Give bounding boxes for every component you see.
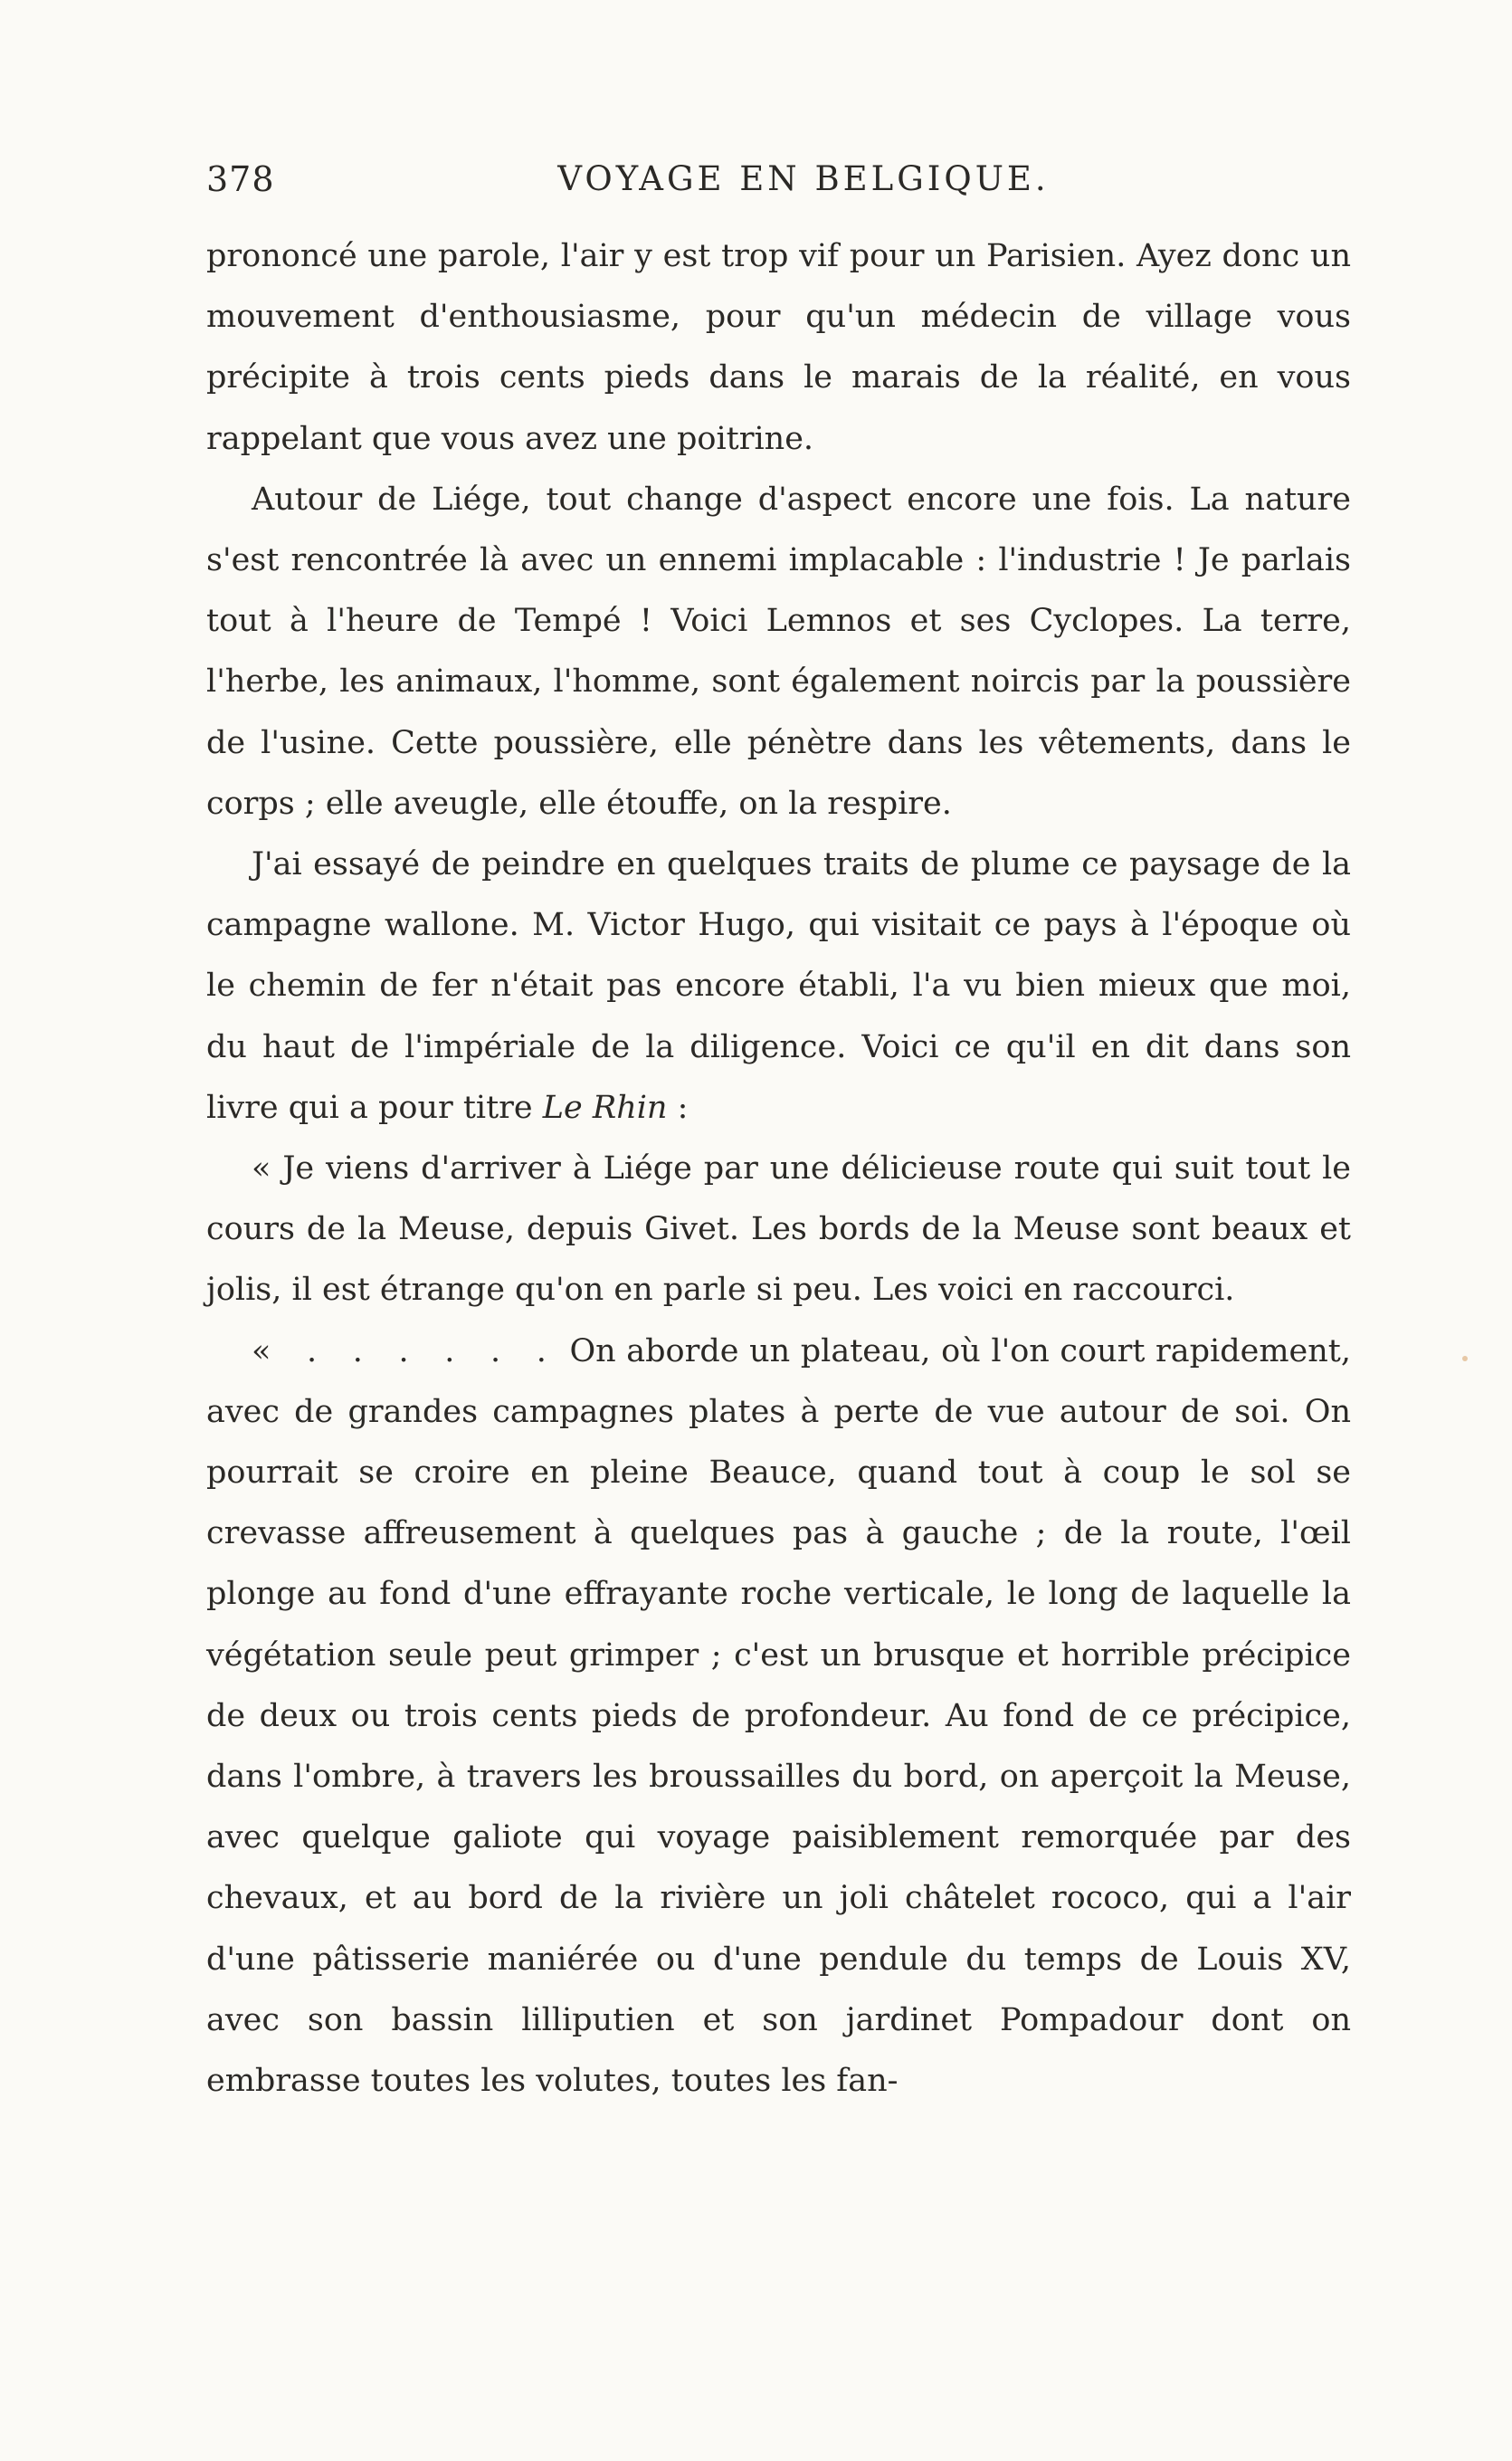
paragraph-hugo-intro xyxy=(206,835,1351,1139)
page-number: 378 xyxy=(206,159,275,199)
running-title: VOYAGE EN BELGIQUE. xyxy=(557,159,1050,198)
book-title: Le Rhin xyxy=(542,1089,668,1126)
body-text xyxy=(206,226,1351,2112)
quote-paragraph-2 xyxy=(206,1321,1351,2113)
quote-paragraph-2-text: On aborde un plateau, où l'on court rapidement, avec de grandes campagnes plates à perte de vue autour de soi. On pourrait se croire en pleine Beauce, quand tout à coup le sol se crevasse affreusement à quelques pas à gauche ; de la route, l'œil plonge au fond d'une effrayante roche verticale, le long de laquelle la végétation seule peut grimper ; c'est un brusque et horrible précipice de deux ou trois cents pieds de profondeur. Au fond de ce précipice, dans l'ombre, à travers les broussailles du bord, on aperçoit la Meuse, avec quelque galiote qui voyage paisiblement remorquée par des chevaux, et au bord de la rivière un joli châtelet rococo, qui a l'air d'une pâtisserie maniérée ou d'une pendule du temps de Louis XV, avec son bassin lilliputien et son jardinet Pompadour dont on embrasse toutes les volutes, toutes les fan- xyxy=(206,1332,1351,2100)
paper-speck xyxy=(1462,1356,1468,1361)
paragraph-hugo-intro-text: J'ai essayé de peindre en quelques traits de plume ce paysage de la campagne wallone. M. Victor Hugo, qui visitait ce pays à l'époque où le chemin de fer n'était pas encore établi, l'a vu bien mieux que moi, du haut de l'impériale de la diligence. Voici ce qu'il en dit dans son livre qui a pour titre xyxy=(206,846,1351,1126)
paragraph-liege: Autour de Liége, tout change d'aspect encore une fois. La nature s'est rencontrée là avec un ennemi implacable : l'industrie ! Je parlais tout à l'heure de Tempé ! Voici Lemnos et ses Cyclopes. La terre, l'herbe, les animaux, l'homme, sont également noircis par la poussière de l'usine. Cette poussière, elle pénètre dans les vêtements, dans le corps ; elle aveugle, elle étouffe, on la respire. xyxy=(206,481,1351,822)
paragraph-continued: prononcé une parole, l'air y est trop vif pour un Parisien. Ayez donc un mouvement d'enthousiasme, pour qu'un médecin de village vous précipite à trois cents pieds dans le marais de la réalité, en vous rappelant que vous avez une poitrine. xyxy=(206,238,1351,457)
page-header xyxy=(206,152,1346,206)
ellipsis-marker: « . . . . . . xyxy=(252,1332,559,1369)
quote-paragraph-1: « Je viens d'arriver à Liége par une délicieuse route qui suit tout le cours de la Meuse, depuis Givet. Les bords de la Meuse sont beaux et jolis, il est étrange qu'on en parle si peu. Les voici en raccourci. xyxy=(206,1150,1351,1309)
paragraph-hugo-intro-end: : xyxy=(667,1089,689,1126)
